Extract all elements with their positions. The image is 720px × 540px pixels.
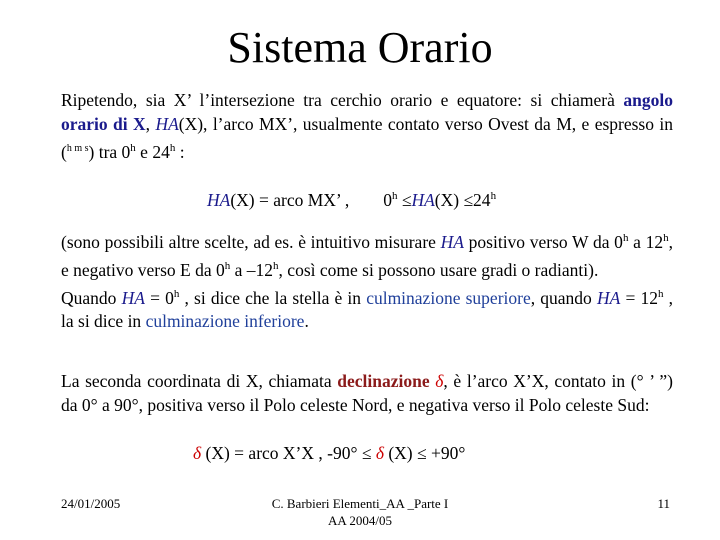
footer-credit-line2: AA 2004/05 xyxy=(328,513,392,528)
hours-superscript: h xyxy=(391,190,398,202)
symbol-ha: HA xyxy=(155,114,179,134)
symbol-ha: HA xyxy=(440,231,464,252)
text: , la si dice in xyxy=(61,287,674,332)
paragraph-declination-definition xyxy=(61,369,673,417)
hours-superscript: h xyxy=(130,142,136,154)
term-upper-culmination: culminazione superiore xyxy=(366,287,531,308)
hours-superscript: h xyxy=(224,259,231,272)
hours-superscript: h xyxy=(663,232,669,244)
hours-superscript: h xyxy=(169,142,176,154)
footer-credit-line1: C. Barbieri Elementi_AA _Parte I xyxy=(271,496,449,511)
symbol-delta: δ xyxy=(193,443,202,463)
hours-superscript: h xyxy=(622,232,629,244)
symbol-ha: HA xyxy=(121,287,145,308)
text: : xyxy=(175,141,185,162)
text: (X), l’arco MX’, usualmente contato verso Ovest da M, e espresso in ( xyxy=(61,114,673,162)
text: , xyxy=(145,114,156,134)
symbol-ha: HA xyxy=(207,189,231,210)
paragraph-alternative-conventions xyxy=(61,226,673,333)
text: , quando xyxy=(530,287,597,308)
slide-title: Sistema Orario xyxy=(227,23,493,72)
text: a 12 xyxy=(628,231,664,252)
text: positivo verso W da 0 xyxy=(463,231,623,252)
text: (X) = arco X’X , -90° ≤ xyxy=(201,443,376,463)
term-lower-culmination: culminazione inferiore xyxy=(145,311,305,332)
text: . xyxy=(304,311,309,332)
text: Quando xyxy=(61,287,122,308)
text: (X) ≤ +90° xyxy=(383,443,466,463)
symbol-ha: HA xyxy=(411,189,435,210)
text: a –12 xyxy=(230,259,274,280)
paragraph-hour-angle-definition xyxy=(61,88,673,164)
text: ) tra 0 xyxy=(88,141,131,162)
footer-date: 24/01/2005 xyxy=(61,496,121,511)
hours-superscript: h xyxy=(657,287,664,300)
text: , e negativo verso E da 0 xyxy=(61,231,673,280)
hours-superscript: h xyxy=(173,287,180,300)
text: , è l’arco X’X, contato in (° ’ ”) da 0° a 90°, positiva verso il Polo celeste Nord, e negativa verso il Polo celeste Sud: xyxy=(61,371,673,415)
page-number: 11 xyxy=(657,496,670,511)
term-declination: declinazione xyxy=(337,371,430,391)
text: Ripetendo, sia X’ l’intersezione tra cerchio orario e equatore: si chiamerà xyxy=(61,90,624,110)
text: e 24 xyxy=(135,141,170,162)
hours-superscript: h xyxy=(273,259,279,272)
hours-superscript: h xyxy=(490,190,497,202)
symbol-delta: δ xyxy=(435,371,444,391)
term-hour-angle: angolo orario di X xyxy=(61,90,673,134)
text: = 12 xyxy=(620,287,658,308)
symbol-delta: δ xyxy=(375,443,384,463)
text: = 0 xyxy=(144,287,174,308)
text: ≤ xyxy=(397,189,412,210)
declination-formula xyxy=(193,441,465,465)
footer-credit xyxy=(240,495,480,529)
units-hms: h m s xyxy=(66,143,89,154)
text: 0 xyxy=(383,189,392,210)
text: (X) = arco MX’ , xyxy=(230,189,350,210)
hour-angle-formula xyxy=(207,184,496,212)
text: La seconda coordinata di X, chiamata xyxy=(61,371,338,391)
text: (X) ≤24 xyxy=(434,189,491,210)
text: , così come si possono usare gradi o radianti). xyxy=(278,259,599,280)
symbol-ha: HA xyxy=(596,287,621,308)
text: , si dice che la stella è in xyxy=(179,287,367,308)
text: (sono possibili altre scelte, ad es. è intuitivo misurare xyxy=(61,231,441,252)
